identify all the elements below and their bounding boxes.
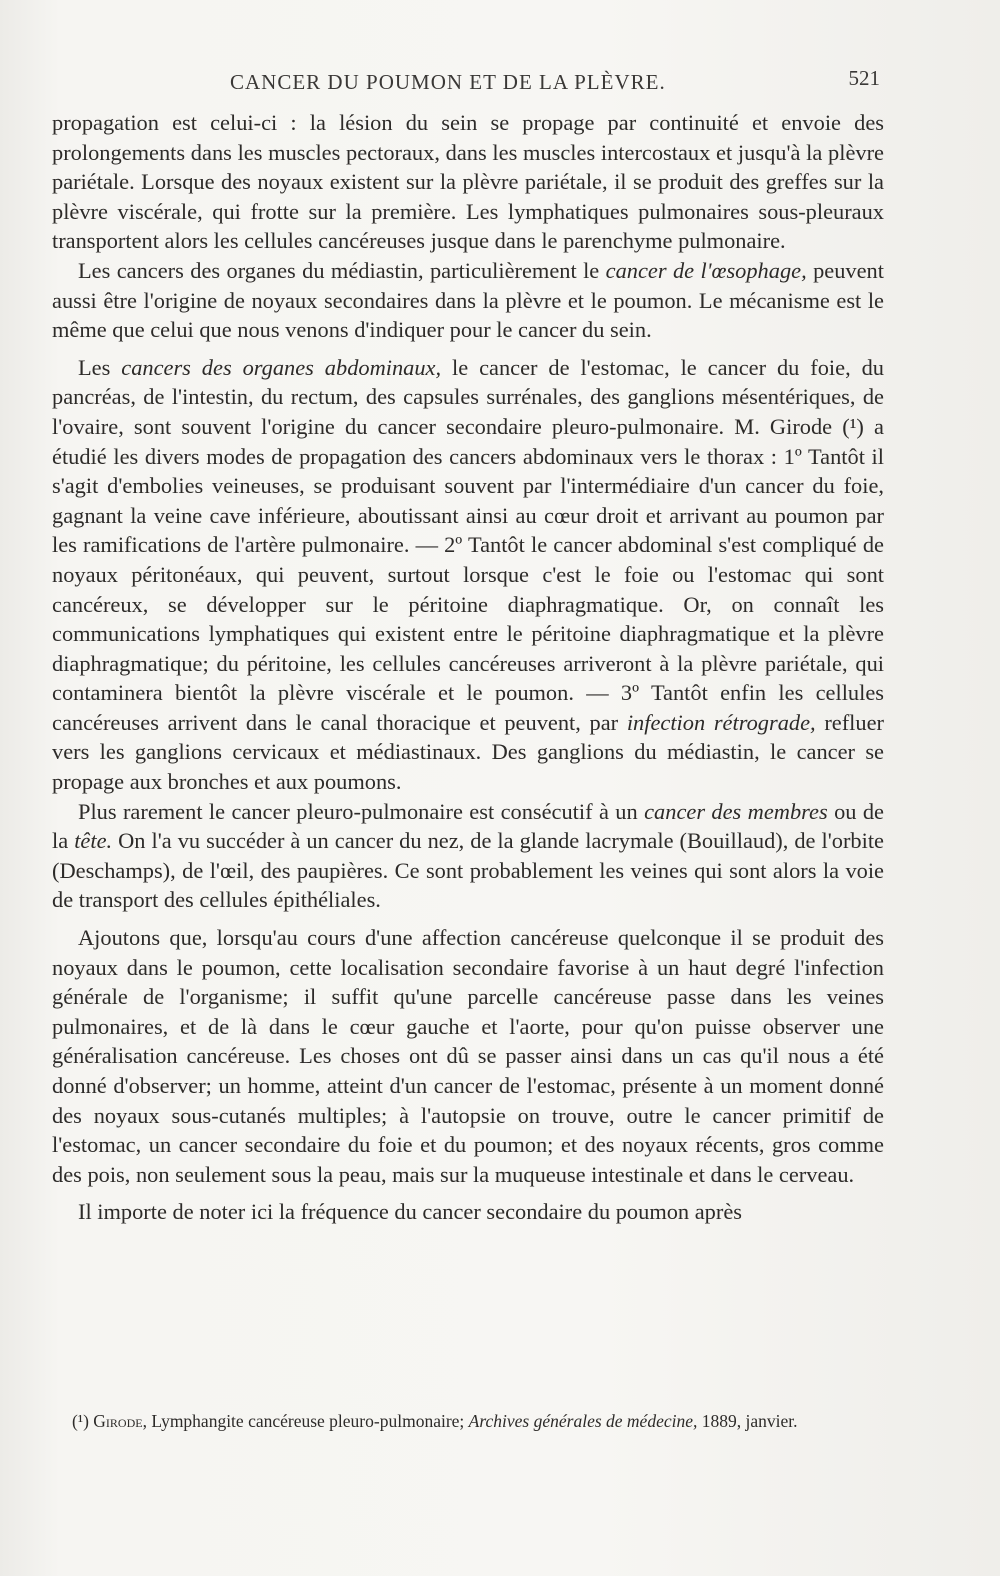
paragraph-3-mid2: a étudié les divers modes de propagation des cancers abdominaux vers le thorax : 1º Tantôt il s'agit d'embolies veineuses, se produisant souvent par l'intermédiaire d'un cancer du foie, gagnant la veine cave inférieure, aboutissant ainsi au cœur droit et arrivant au poumon par les ramifications de l'artère pulmonaire. — 2º Tantôt le cancer abdominal s'est compliqué de noyaux péritonéaux, qui peuvent, surtout lorsque c'est le foie ou l'estomac qui sont cancéreux, se développer sur le péritoine diaphragmatique. Or, on connaît les communications lymphatiques qui existent entre le péritoine diaphragmatique et la plèvre diaphragmatique; du péritoine, les cellules cancéreuses arriveront à la plèvre pariétale, qui contaminera bientôt la plèvre viscérale et le poumon. — 3º Tantôt enfin les cellules cancéreuses arrivent dans le canal thoracique et peuvent, par xyxy=(52,413,884,735)
paragraph-4-start: Plus rarement le cancer pleuro-pulmonaire est consécutif à un xyxy=(78,798,638,824)
footnote xyxy=(72,1410,884,1432)
paragraph-4-emphasis: cancer des membres xyxy=(644,798,828,824)
paragraph-3 xyxy=(52,353,884,797)
paragraph-2-end: peuvent aussi être l'origine de noyaux secondaires dans la plèvre et le poumon. Le mécanisme est le même que celui que nous venons d'indiquer pour le cancer du sein. xyxy=(52,257,884,343)
paragraph-5-text: Ajoutons que, lorsqu'au cours d'une affection cancéreuse quelconque il se produit des noyaux dans le poumon, cette localisation secondaire favorise à un haut degré l'infection générale de l'organisme; il suffit qu'une parcelle cancéreuse passe dans les veines pulmonaires, et de là dans le cœur gauche et l'aorte, pour qu'on puisse observer une généralisation cancéreuse. Les choses ont dû se passer ainsi dans un cas qu'il nous a été donné d'observer; un homme, atteint d'un cancer de l'estomac, présente à un moment donné des noyaux sous-cutanés multiples; à l'autopsie on trouve, outre le cancer primitif de l'estomac, un cancer secondaire du foie et du poumon; et des noyaux récents, gros comme des pois, non seulement sous la peau, mais sur la muqueuse intestinale et dans le cerveau. xyxy=(52,925,884,1187)
page-header xyxy=(50,62,880,96)
footnote-text: Lymphangite cancéreuse pleuro-pulmonaire; xyxy=(151,1411,465,1431)
paragraph-4 xyxy=(52,797,884,915)
paragraph-3-emphasis-2: infection rétrograde, xyxy=(626,709,816,735)
paragraph-4-end: On l'a vu succéder à un cancer du nez, de la glande lacrymale (Bouillaud), de l'orbite (Deschamps), de l'œil, des paupières. Ce sont probablement les veines qui sont alors la voie de transport des cellules épithéliales. xyxy=(52,828,884,913)
footnote-1 xyxy=(72,1410,884,1432)
paragraph-2-start: Les cancers des organes du médiastin, particulièrement le xyxy=(78,257,600,283)
paragraph-6 xyxy=(52,1197,884,1227)
body-text xyxy=(52,108,884,1227)
paragraph-3-emphasis: cancers des organes abdominaux, xyxy=(121,354,442,380)
paragraph-3-start: Les xyxy=(78,354,111,380)
footnote-marker: (¹) xyxy=(72,1411,89,1431)
paragraph-5 xyxy=(52,923,884,1189)
paragraph-3-mid: le cancer de l'estomac, le cancer du foie, du pancréas, de l'intestin, du rectum, des capsules surrénales, des ganglions mésentériques, de l'ovaire, sont souvent l'origine du cancer secondaire pleuro-pulmonaire. M. Girode xyxy=(52,354,884,439)
paragraph-1-text: propagation est celui-ci : la lésion du sein se propage par continuité et envoie des prolongements dans les muscles pectoraux, dans les muscles intercostaux et jusqu'à la plèvre pariétale. Lorsque des noyaux existent sur la plèvre pariétale, il se produit des greffes sur la plèvre viscérale, qui frotte sur la première. Les lymphatiques pulmonaires sous-pleuraux transportent alors les cellules cancéreuses jusque dans le parenchyme pulmonaire. xyxy=(52,110,884,254)
paragraph-1 xyxy=(52,108,884,256)
paragraph-2 xyxy=(52,256,884,345)
footnote-journal: Archives générales de médecine, xyxy=(468,1411,698,1431)
footnote-date: 1889, janvier. xyxy=(701,1411,798,1431)
paragraph-3-end: refluer vers les ganglions cervicaux et médiastinaux. Des ganglions du médiastin, le cancer se propage aux bronches et aux poumons. xyxy=(52,709,884,795)
footnote-author: Girode, xyxy=(93,1411,147,1431)
page-number: 521 xyxy=(848,66,880,90)
footnote-reference: (¹) xyxy=(842,413,864,439)
running-title: CANCER DU POUMON ET DE LA PLÈVRE. xyxy=(230,70,666,94)
paragraph-2-emphasis: cancer de l'œsophage, xyxy=(605,257,807,283)
paragraph-6-text: Il importe de noter ici la fréquence du cancer secondaire du poumon après xyxy=(78,1199,742,1225)
paragraph-4-mid: ou de la xyxy=(52,798,884,854)
paragraph-4-emphasis-2: tête. xyxy=(74,828,113,854)
